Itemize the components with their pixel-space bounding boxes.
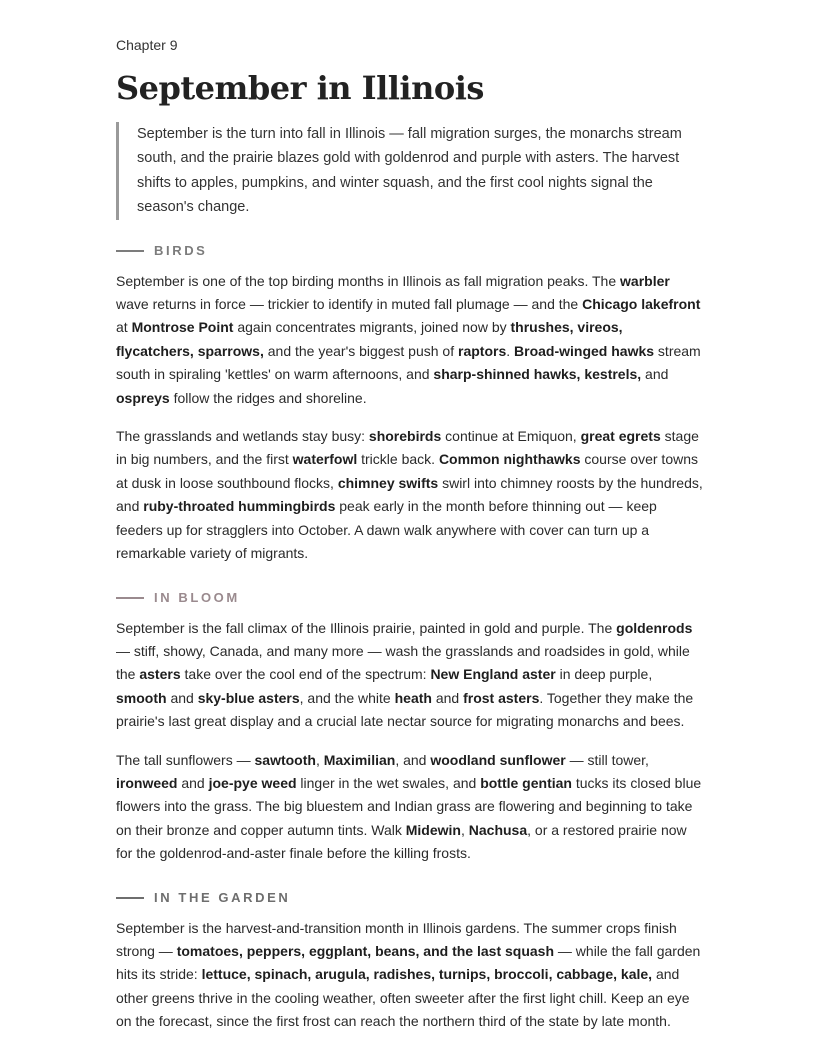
text-run: The grasslands and wetlands stay busy:: [116, 428, 369, 445]
text-run: — while the fall garden hits its stride:: [116, 942, 701, 983]
text-run: — stiff, showy, Canada, and many more — wash the grasslands and roadsides in gold, while the: [116, 642, 690, 683]
text-run: again concentrates migrants, joined now by: [233, 319, 511, 336]
emphasized-term: shorebirds: [368, 428, 442, 445]
emphasized-term: tomatoes, peppers, eggplant, beans, and the last squash: [176, 942, 555, 959]
text-run: September is one of the top birding months in Illinois as fall migration peaks. The: [116, 272, 621, 289]
text-run: , and the white: [299, 689, 395, 706]
emphasized-term: lettuce, spinach, arugula, radishes, turnips, broccoli, cabbage, kale,: [201, 966, 653, 983]
text-run: and: [431, 689, 464, 706]
text-run: at: [116, 319, 132, 336]
bloom-paragraph-1: [116, 617, 704, 734]
garden-paragraph-1: [116, 917, 704, 1034]
garden-section-rule: [116, 897, 144, 899]
emphasized-term: Chicago lakefront: [582, 296, 701, 313]
text-run: and other greens thrive in the cooling weather, often sweeter after the first light chill. Keep an eye on the forecast, since the first frost can reach the northern third of the state by late month.: [116, 966, 690, 1030]
text-run: swirl into chimney roosts by the hundreds, and: [116, 474, 703, 515]
emphasized-term: New England aster: [430, 666, 556, 683]
emphasized-term: sawtooth: [254, 751, 316, 768]
intro-blockquote: September is the turn into fall in Illinois — fall migration surges, the monarchs stream south, and the prairie blazes gold with goldenrod and purple with asters. The harvest shifts to apples, pumpkins, and winter squash, and the first cool nights signal the season's change.: [116, 122, 704, 220]
text-run: tucks its closed blue flowers into the grass. The big bluestem and Indian grass are flowering and beginning to take on their bronze and copper autumn tints. Walk: [116, 774, 702, 838]
text-run: stage in big numbers, and the first: [116, 428, 699, 468]
text-run: linger in the wet swales, and: [296, 774, 481, 791]
bloom-section-label: IN BLOOM: [154, 590, 240, 605]
text-run: take over the cool end of the spectrum:: [180, 666, 431, 683]
emphasized-term: Common nighthawks: [438, 451, 581, 468]
text-run: ,: [460, 821, 469, 838]
emphasized-term: woodland sunflower: [430, 751, 566, 768]
text-run: continue at Emiquon,: [441, 428, 581, 445]
chapter-label: Chapter 9: [116, 37, 178, 53]
page-title: September in Illinois: [116, 69, 484, 107]
emphasized-term: waterfowl: [292, 451, 358, 468]
text-run: September is the fall climax of the Illinois prairie, painted in gold and purple. The: [116, 619, 617, 636]
text-run: course over towns at dusk in loose southbound flocks,: [116, 451, 698, 491]
text-run: , or a restored prairie now for the goldenrod-and-aster finale before the killing frosts.: [116, 821, 687, 862]
emphasized-term: Midewin: [405, 821, 461, 838]
emphasized-term: raptors: [458, 342, 507, 359]
text-run: , and: [395, 751, 431, 768]
emphasized-term: ironweed: [116, 774, 178, 791]
emphasized-term: Montrose Point: [131, 319, 234, 336]
emphasized-term: bottle gentian: [480, 774, 572, 791]
text-run: trickle back.: [357, 451, 439, 468]
text-run: September is the harvest-and-transition month in Illinois gardens. The summer crops finish strong —: [116, 919, 677, 959]
emphasized-term: asters: [139, 666, 181, 683]
emphasized-term: joe-pye weed: [208, 774, 297, 791]
emphasized-term: thrushes, vireos, flycatchers, sparrows,: [116, 319, 623, 359]
text-run: ,: [315, 751, 324, 768]
emphasized-term: Broad-winged hawks: [514, 342, 655, 359]
text-run: and the year's biggest push of: [263, 342, 458, 359]
text-run: follow the ridges and shoreline.: [169, 389, 367, 406]
birds-paragraph-1: [116, 270, 704, 410]
text-run: and: [166, 689, 198, 706]
emphasized-term: ruby-throated hummingbirds: [143, 498, 336, 515]
emphasized-term: sharp-shinned hawks, kestrels,: [433, 366, 642, 383]
emphasized-term: ospreys: [116, 389, 170, 406]
garden-section-header: [116, 889, 704, 907]
text-run: in deep purple,: [555, 666, 653, 683]
bloom-section-rule: [116, 597, 144, 599]
bloom-section-header: [116, 589, 704, 607]
emphasized-term: heath: [394, 689, 432, 706]
birds-section-label: BIRDS: [154, 243, 208, 259]
emphasized-term: warbler: [620, 272, 670, 289]
bloom-paragraph-2: [116, 749, 704, 866]
emphasized-term: goldenrods: [616, 619, 693, 636]
text-run: The tall sunflowers —: [116, 751, 255, 768]
emphasized-term: frost asters: [463, 689, 540, 706]
emphasized-term: Nachusa: [468, 821, 528, 838]
emphasized-term: great egrets: [580, 428, 661, 445]
text-run: and: [177, 774, 209, 791]
birds-paragraph-2: [116, 425, 704, 565]
text-run: — still tower,: [565, 751, 649, 768]
emphasized-term: Maximilian: [323, 751, 396, 768]
text-run: . Together they make the prairie's last great display and a crucial late nectar source for migrating monarchs and bees.: [116, 689, 694, 730]
birds-section-rule: [116, 250, 144, 252]
text-run: .: [506, 342, 515, 359]
emphasized-term: sky-blue asters: [197, 689, 300, 706]
emphasized-term: chimney swifts: [337, 474, 439, 491]
text-run: stream south in spiraling 'kettles' on warm afternoons, and: [116, 342, 701, 383]
garden-section-label: IN THE GARDEN: [154, 890, 291, 906]
text-run: peak early in the month before thinning out — keep feeders up for stragglers into October. A dawn walk anywhere with cover can turn up a remarkable variety of migrants.: [116, 498, 657, 562]
text-run: wave returns in force — trickier to identify in muted fall plumage — and the: [116, 296, 583, 313]
birds-section-header: [116, 242, 704, 260]
emphasized-term: smooth: [116, 689, 167, 706]
text-run: and: [641, 366, 669, 383]
